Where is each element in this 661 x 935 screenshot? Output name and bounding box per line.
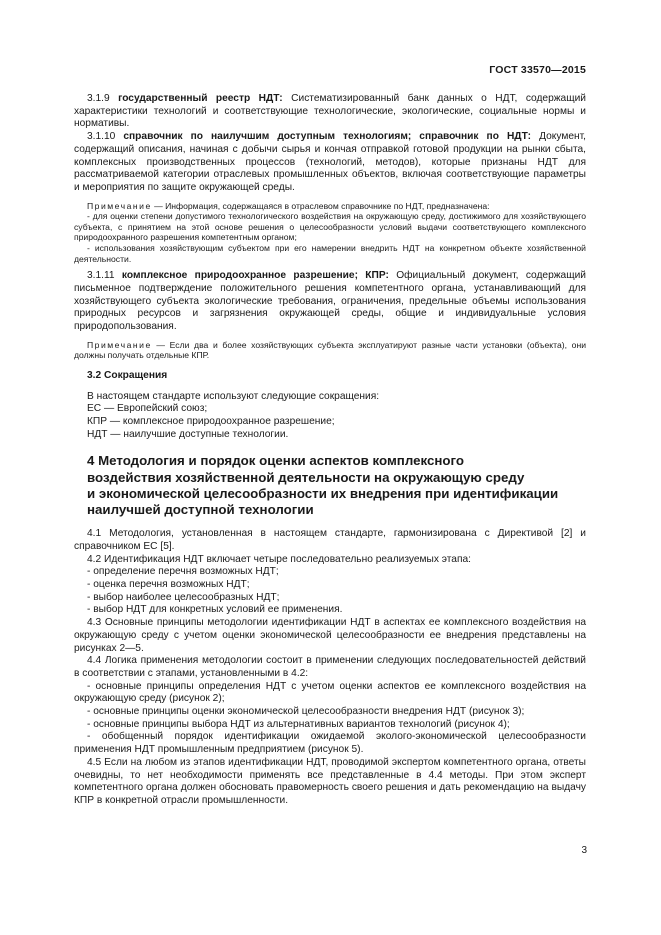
definition-text: Официальный документ, содержащий письменное подтверждение положительного решения компетентного органа, устанавливающий для хозяйствующего субъекта экологические требования, ограничения, предельные объемы использования природных ресурсов и загрязнения окружающей среды, общие и индивидуальные условия природопользования. [74,270,586,332]
list-item: - выбор наиболее целесообразных НДТ; [87,591,280,603]
paragraph-4-2: 4.2 Идентификация НДТ включает четыре последовательно реализуемых этапа: [87,553,471,565]
definition-3-1-10 [74,131,586,195]
list-item: - выбор НДТ для конкретных условий ее применения. [87,604,343,616]
list-item: - оценка перечня возможных НДТ; [87,579,250,591]
document-id: ГОСТ 33570—2015 [489,64,586,76]
clause-number: 3.1.11 [87,270,115,282]
definition-text: Систематизированный банк данных о НДТ, содержащий характеристики технологий и соответствующие технологические, экологические, социальные нормы и нормативы. [74,93,586,130]
note-text: — Если два и более хозяйствующих субъекта эксплуатируют разные части установки (объекта), они должны получать отдельные КПР. [74,339,587,361]
note-2 [74,340,586,361]
paragraph-4-5: 4.5 Если на любом из этапов идентификации НДТ, проводимой экспертом компетентного органа, ответы очевидны, то нет необходимости применять все представленные в 4.4 методы. При этом эксперт компетентного органа должен обосновать правомерность своего решения и дать рекомендацию на выдачу КПР в конкретной отрасли промышленности. [74,756,586,806]
term: комплексное природоохранное разрешение; КПР: [121,270,389,282]
section-heading-3-2: 3.2 Сокращения [87,369,168,381]
heading-line: наилучшей доступной технологии [87,502,314,518]
list-item: - основные принципы определения НДТ с учетом оценки аспектов ее комплексного воздействия на окружающую среду (рисунок 2); [74,680,586,705]
term: справочник по наилучшим доступным технологиям; справочник по НДТ: [123,131,532,143]
note-label: Примечание [87,339,152,350]
abbr-item: НДТ — наилучшие доступные технологии. [87,428,289,440]
section-heading-4 [74,453,586,518]
note-item: - использования хозяйствующим субъектом при его намерении внедрить НДТ на конкретном объекте хозяйственной деятельности. [74,243,586,264]
list-item: - основные принципы оценки экономической целесообразности внедрения НДТ (рисунок 3); [87,706,525,718]
abbr-item: КПР — комплексное природоохранное разрешение; [87,416,335,427]
page-number: 3 [581,845,587,856]
definition-text: Документ, содержащий описания, начиная с добычи сырья и кончая отправкой готовой продукции на рынки сбыта, комплексных производственных процессов (технологий, методов), которые признаны НДТ для рассматриваемой категории отраслевых промышленных объектов, включая соответствующие параметры и мероприятия по защите окружающей среды. [74,131,586,193]
list-item: - определение перечня возможных НДТ; [87,566,279,578]
note-item: - для оценки степени допустимого технологического воздействия на окружающую среду, достижимого для хозяйствующего субъекта, с принятием на этой основе решения о целесообразности условий выдачи соответствующего комплексного природоохранного разрешения компетентным органом; [74,211,586,243]
paragraph-4-4: 4.4 Логика применения методологии состоит в применении следующих последовательностей действий в соответствии с этапами, установленными в 4.2: [74,655,586,679]
note-label: Примечание [87,200,152,211]
abbr-intro: В настоящем стандарте используют следующие сокращения: [87,390,380,402]
heading-line: 4 Методология и порядок оценки аспектов комплексного [87,453,465,469]
term: государственный реестр НДТ: [118,93,283,104]
paragraph-4-1: 4.1 Методология, установленная в настоящем стандарте, гармонизирована с Директивой [2] и справочником ЕС [5]. [74,528,586,552]
paragraph-4-3: 4.3 Основные принципы методологии идентификации НДТ в аспектах ее комплексного воздействия на окружающую среду с учетом оценки экономической целесообразности ее внедрения представлены на рисунках 2—5. [74,617,586,654]
list-item: - обобщенный порядок идентификации ожидаемой эколого-экономической целесообразности применения НДТ промышленным предприятием (рисунок 5). [74,731,586,756]
definition-3-1-9 [74,93,586,131]
heading-line: воздействия хозяйственной деятельности на окружающую среду [87,469,525,485]
list-item: - основные принципы выбора НДТ из альтернативных вариантов технологий (рисунок 4); [87,718,510,730]
abbr-item: ЕС — Европейский союз; [87,403,208,415]
note-1 [74,201,586,265]
clause-number: 3.1.9 [87,93,110,104]
heading-line: и экономической целесообразности их внедрения при идентификации [87,485,559,501]
page-body [74,93,586,808]
clause-number: 3.1.10 [87,131,116,143]
definition-3-1-11 [74,270,586,334]
note-text: — Информация, содержащаяся в отраслевом справочнике по НДТ, предназначена: [154,200,490,211]
